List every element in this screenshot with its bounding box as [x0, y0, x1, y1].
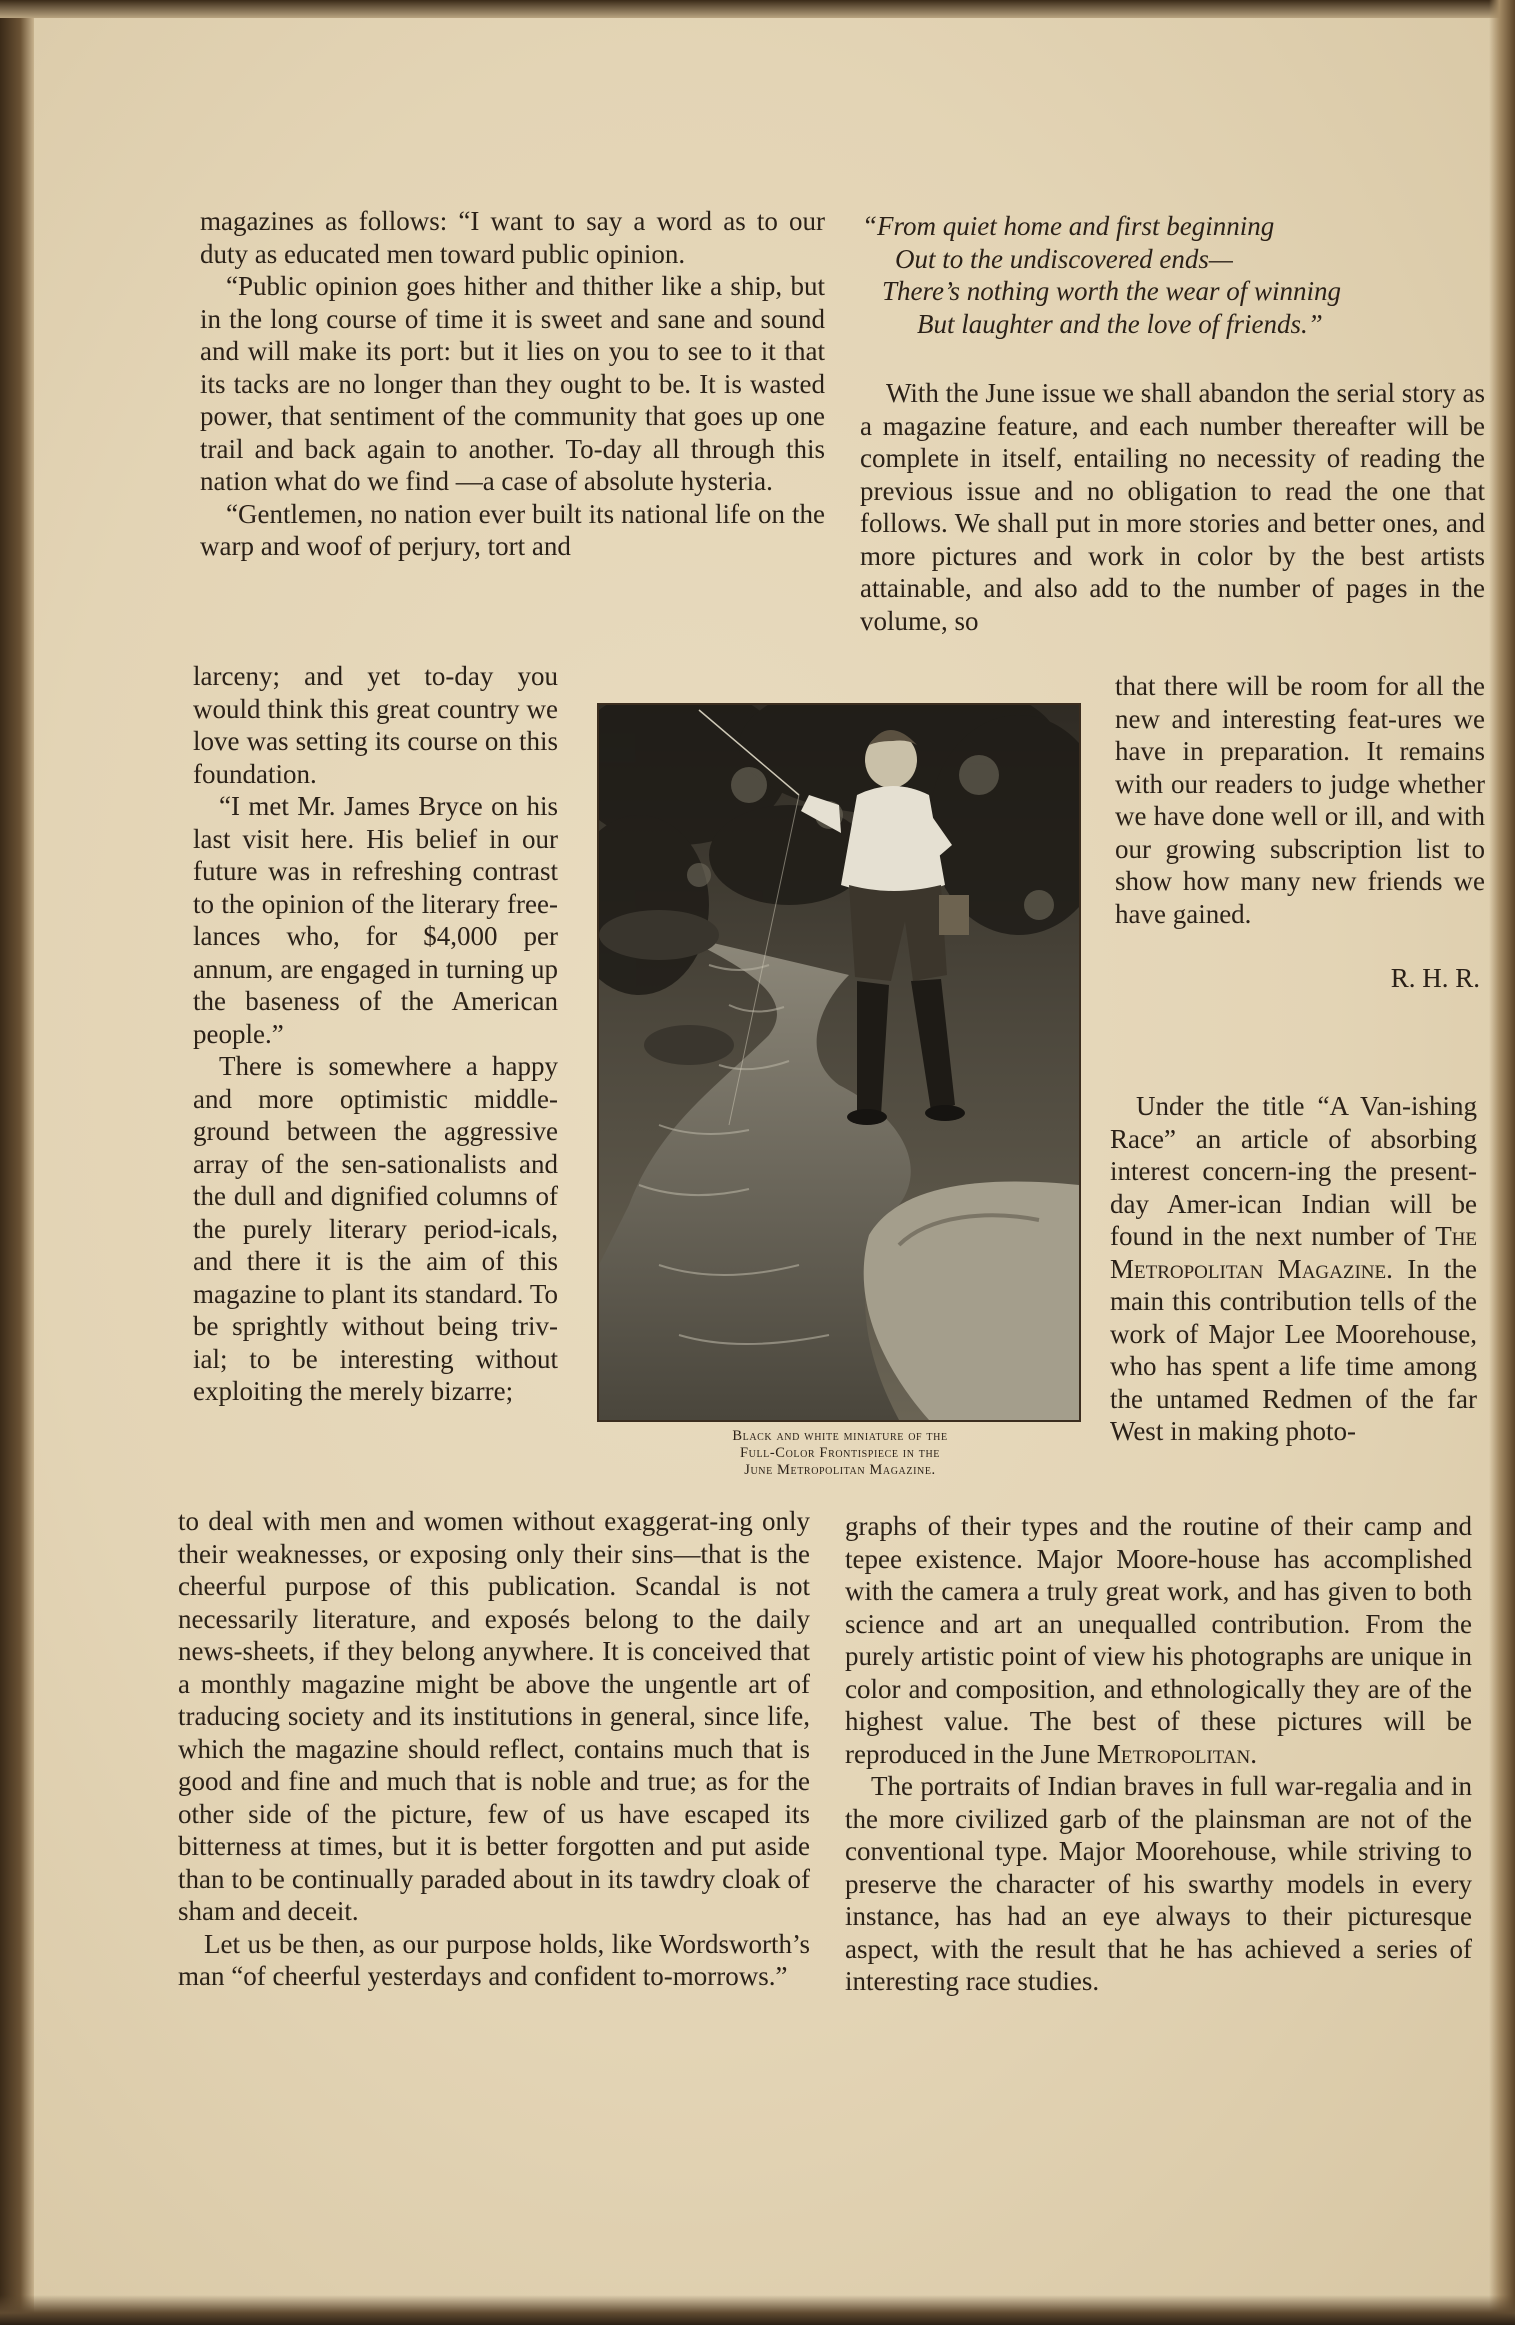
right-column-mid: [1110, 1090, 1477, 1448]
frontispiece-illustration: [597, 703, 1081, 1422]
poem-line: There’s nothing worth the wear of winning: [882, 276, 1342, 306]
paragraph: larceny; and yet to-day you would think this great country we love was setting its course on this foundation.: [193, 661, 558, 789]
page-bottom-edge: [0, 2295, 1515, 2325]
right-column-bottom: [845, 1510, 1472, 1998]
poem-line: Out to the undiscovered ends—: [895, 243, 1233, 274]
page-top-edge: [0, 0, 1515, 18]
left-column-narrow: [193, 660, 558, 1408]
page-right-edge: [1489, 0, 1515, 2325]
paragraph: “Gentlemen, no nation ever built its national life on the warp and woof of perjury, tort and: [200, 498, 825, 561]
text-run: Under the title “A Van-ishing Race” an article of absorbing interest concern-ing the present-day Amer-ican Indian will be found in the next number of: [1110, 1091, 1477, 1251]
fisherman-illustration: [599, 705, 1079, 1420]
poem-line: “From quiet home and first beginning: [862, 211, 1275, 241]
author-initials: R. H. R.: [1390, 963, 1480, 993]
right-column-top: [860, 377, 1485, 637]
left-column-bottom: [178, 1505, 810, 1993]
poem-quote: [862, 210, 1462, 340]
paragraph: With the June issue we shall abandon the serial story as a magazine feature, and each number thereafter will be complete in itself, entailing no necessity of reading the previous issue and no obligation to read the one that follows. We shall put in more stories and better ones, and more pictures and work in color by the best artists attainable, and also add to the number of pages in the volume, so: [860, 378, 1485, 636]
paragraph: that there will be room for all the new and interesting feat-ures we have in preparation. It remains with our readers to judge whether we have done well or ill, and with our growing subscription list to show how many new friends we have gained.: [1115, 671, 1485, 929]
left-column-top: [200, 205, 825, 563]
caption-line: Full-Color Frontispiece in the: [739, 1445, 941, 1461]
paragraph: to deal with men and women without exaggerat-ing only their weaknesses, or exposing only their sins—that is the cheerful purpose of this publication. Scandal is not necessarily literature, and exposés belong to the daily news-sheets, if they belong anywhere. It is conceived that a monthly magazine might be above the ungentle art of traducing society and its institutions in general, since life, which the magazine should reflect, contains much that is good and fine and much that is noble and true; as for the other side of the picture, few of us have escaped its bitterness at times, but it is better forgotten and put aside than to be continually paraded about in its tawdry cloak of sham and deceit.: [178, 1506, 810, 1926]
paragraph: Let us be then, as our purpose holds, like Wordsworth’s man “of cheerful yesterdays and confident to-morrows.”: [178, 1928, 810, 1991]
paragraph: [1110, 1090, 1477, 1448]
paragraph: “I met Mr. James Bryce on his last visit here. His belief in our future was in refreshing contrast to the opinion of the literary free-lances who, for $4,000 per annum, are engaged in turning up the baseness of the American people.”: [193, 791, 558, 1049]
text-run: . In the main this contribution tells of the work of Major Lee Moorehouse, who has spent a life time among the untamed Redmen of the far West in making photo-: [1110, 1253, 1477, 1446]
paragraph: “Public opinion goes hither and thither like a ship, but in the long course of time it is sweet and sane and sound and will make its port: but it lies on you to see to it that its tacks are no longer than they ought to be. It is wasted power, that sentiment of the community that goes up one trail and back again to another. To-day all through this nation what do we find —a case of absolute hysteria.: [200, 271, 825, 496]
caption-line: Black and white miniature of the: [732, 1428, 948, 1444]
caption-line: June Metropolitan Magazine.: [744, 1462, 936, 1478]
text-run: graphs of their types and the routine of their camp and tepee existence. Major Moore-house has accomplished with the camera a truly great work, and has given to both science and art an unequalled contribution. From the purely artistic point of view his photographs are unique in color and composition, and ethnologically they are of the highest value. The best of these pictures will be reproduced in the June: [845, 1511, 1472, 1769]
paragraph: [845, 1510, 1472, 1770]
magazine-name: Metropolitan: [1096, 1738, 1251, 1769]
right-column-narrow: [1115, 670, 1485, 930]
paragraph: The portraits of Indian braves in full war-regalia and in the more civilized garb of the plainsman are not of the conventional type. Major Moorehouse, while striving to preserve the character of his swarthy models in every instance, has had an eye always to their picturesque aspect, with the result that he has achieved a series of interesting race studies.: [845, 1771, 1472, 1996]
magazine-name: The Metropolitan Magazine: [1110, 1221, 1478, 1284]
figure-caption: [600, 1428, 1080, 1479]
paragraph: magazines as follows: “I want to say a word as to our duty as educated men toward public opinion.: [200, 206, 825, 269]
page-binding-edge: [0, 0, 34, 2325]
paragraph: There is somewhere a happy and more optimistic middle-ground between the aggressive array of the sen-sationalists and the dull and dignified columns of the purely literary period-icals, and there it is the aim of this magazine to plant its standard. To be sprightly without being triv-ial; to be interesting without exploiting the merely bizarre;: [193, 1051, 558, 1406]
poem-line: But laughter and the love of friends.”: [917, 308, 1323, 339]
text-run: .: [1250, 1738, 1258, 1769]
